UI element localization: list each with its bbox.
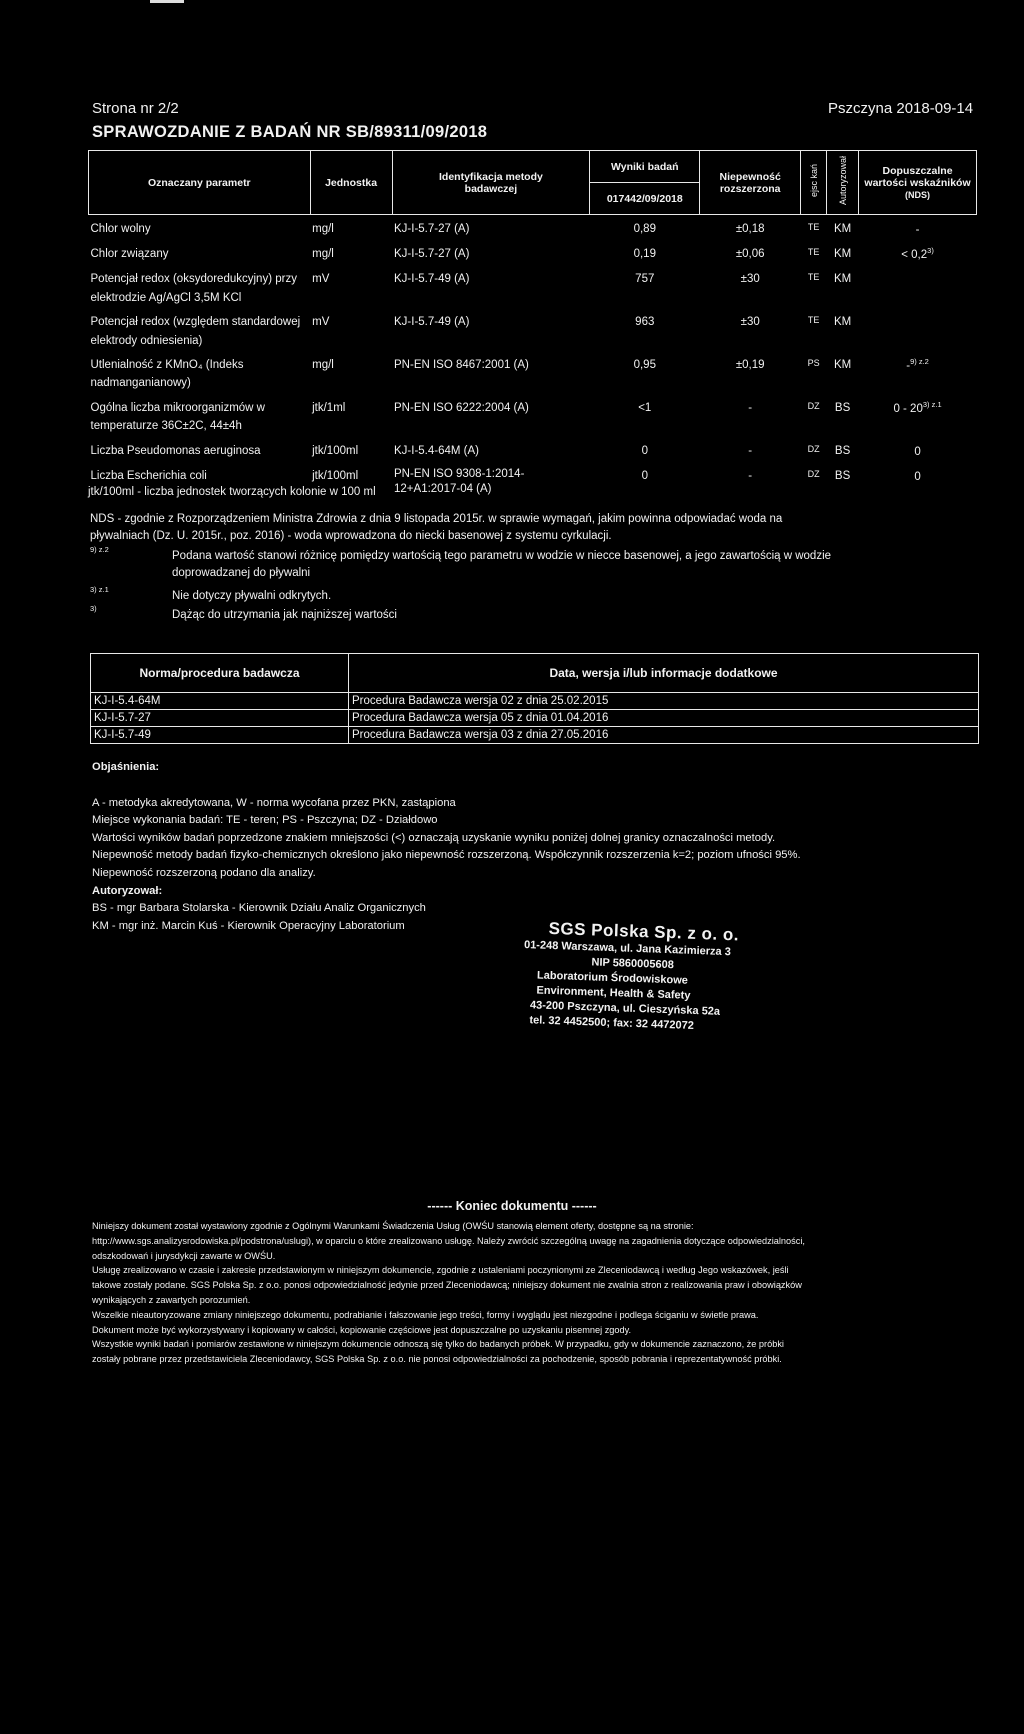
norms-header-info: Data, wersja i/lub informacje dodatkowe xyxy=(349,654,979,693)
explanations xyxy=(92,759,972,935)
authorized-heading: Autoryzował: xyxy=(92,884,163,897)
row-result: 0,95 xyxy=(633,359,656,371)
disclaimer-line: odszkodowań i jurysdykcji zawarte w OWŚU. xyxy=(92,1250,276,1261)
row-uncertainty: ±30 xyxy=(740,316,760,329)
row-auth: KM xyxy=(833,223,852,235)
report-title: SPRAWOZDANIE Z BADAŃ NR SB/89311/09/2018 xyxy=(92,123,488,141)
footnote-mark: 3) xyxy=(90,604,97,613)
disclaimer-line: Niniejszy dokument został wystawiony zgodnie z Ogólnymi Warunkami Świadczenia Usług (OWŚU stanowią element oferty, dostępne są na stronie: xyxy=(92,1221,694,1231)
disclaimer-line: Wszelkie nieautoryzowane zmiany niniejszego dokumentu, podrabianie i fałszowanie jego treści, formy i wyglądu jest niezgodne i podlega ściganiu w świetle prawa. xyxy=(92,1309,759,1320)
row-place: TE xyxy=(807,222,820,232)
footnote-mark: 3) z.1 xyxy=(90,585,109,594)
row-result: 0,89 xyxy=(633,223,656,235)
table-footnote: jtk/100ml - liczba jednostek tworzących kolonie w 100 ml xyxy=(88,486,376,498)
row-result: 0 xyxy=(641,444,648,457)
footnote-item xyxy=(90,547,880,587)
row-result: 757 xyxy=(635,273,655,286)
row-place: DZ xyxy=(807,443,820,454)
row-method: KJ-I-5.7-27 (A) xyxy=(394,248,470,261)
stamp-line: 01-248 Warszawa, ul. Jana Kazimierza 3 xyxy=(523,938,732,959)
stamp-line: Laboratorium Środowiskowe xyxy=(536,969,689,987)
header-place: ejsc kań xyxy=(801,151,827,215)
stamp-line: 43-200 Pszczyna, ul. Cieszyńska 52a xyxy=(529,999,721,1018)
disclaimer-line: takowe zostały podane. SGS Polska Sp. z o.o. ponosi odpowiedzialność jedynie przed Zleceniodawcą; niniejszy dokument nie zwalnia stron z realizowania praw i obowiązków xyxy=(92,1280,802,1291)
disclaimer-line: Wszystkie wyniki badań i pomiarów zestawione w niniejszym dokumencie odnoszą się tylko do badanych próbek. W przypadku, gdy w dokumencie zaznaczono, że próbki xyxy=(92,1339,784,1350)
table-row xyxy=(89,240,977,265)
row-parameter: Ogólna liczba mikroorganizmów w temperaturze 36C±2C, 44±4h xyxy=(90,401,265,433)
end-of-document: ------ Koniec dokumentu ------ xyxy=(427,1199,597,1213)
stamp-line: Environment, Health & Safety xyxy=(536,984,691,1002)
header-method: Identyfikacja metody badawczej xyxy=(392,151,590,215)
row-auth: KM xyxy=(833,248,852,261)
disclaimer-line: Usługę zrealizowano w czasie i zakresie przedstawionym w niniejszym dokumencie, zgodnie z ustaleniami poczynionymi ze Zleceniodawcą i według Jego wskazówek, jeśli xyxy=(92,1265,789,1276)
stamp-line: tel. 32 4452500; fax: 32 4472072 xyxy=(529,1014,695,1032)
row-uncertainty: - xyxy=(748,444,753,457)
header-uncertainty: Niepewność rozszerzona xyxy=(700,151,801,215)
table-row xyxy=(89,351,977,394)
row-unit: mg/l xyxy=(312,223,334,235)
table-row xyxy=(91,710,979,727)
row-limit: -$^{9) z.2}$ xyxy=(906,357,929,372)
row-auth: BS xyxy=(834,469,851,482)
row-limit xyxy=(859,265,977,308)
norm-code: KJ-I-5.7-27 xyxy=(91,710,349,727)
header-sample-number: 017442/09/2018 xyxy=(590,183,700,215)
header-parameter: Oznaczany parametr xyxy=(89,151,311,215)
norms-table xyxy=(90,653,979,744)
row-unit: mV xyxy=(312,316,330,329)
place-date: Pszczyna 2018-09-14 xyxy=(828,100,974,117)
authorized-line: KM - mgr inż. Marcin Kuś - Kierownik Operacyjny Laboratorium xyxy=(92,919,405,932)
header-results: Wyniki badań xyxy=(590,151,700,183)
row-unit: jtk/1ml xyxy=(312,401,346,414)
row-uncertainty: - xyxy=(748,469,753,482)
row-parameter: Potencjał redox (względem standardowej elektrody odniesienia) xyxy=(90,316,301,347)
footnote-mark: 9) z.2 xyxy=(90,545,109,554)
disclaimer xyxy=(92,1219,972,1367)
footnotes xyxy=(90,547,880,625)
row-auth: KM xyxy=(833,316,852,329)
disclaimer-line: zostały pobrane przez przedstawiciela Zleceniodawcy, SGS Polska Sp. z o.o. nie ponosi odpowiedzialności za pochodzenie, sposób pobrania i reprezentatywność próbki. xyxy=(92,1354,782,1365)
row-parameter: Chlor wolny xyxy=(90,223,151,235)
row-parameter: Chlor związany xyxy=(90,248,169,261)
table-row xyxy=(91,693,979,710)
footnote-text: Nie dotyczy pływalni odkrytych. xyxy=(172,590,332,602)
norm-info: Procedura Badawcza wersja 05 z dnia 01.04.2016 xyxy=(349,710,979,727)
stamp-line: NIP 5860005608 xyxy=(591,956,675,972)
row-uncertainty: ±0,06 xyxy=(735,248,765,261)
row-unit: jtk/100ml xyxy=(312,469,359,482)
table-row xyxy=(89,265,977,308)
row-unit: mg/l xyxy=(312,248,334,261)
row-uncertainty: ±30 xyxy=(740,273,760,286)
row-auth: BS xyxy=(834,444,851,457)
row-method: PN-EN ISO 9308-1:2014-12+A1:2017-04 (A) xyxy=(394,467,525,496)
row-parameter: Liczba Escherichia coli xyxy=(90,469,207,482)
row-auth: BS xyxy=(834,401,851,414)
row-uncertainty: ±0,19 xyxy=(735,359,765,371)
row-unit: mV xyxy=(312,273,330,286)
row-unit: mg/l xyxy=(312,359,334,371)
explanation-line: Miejsce wykonania badań: TE - teren; PS - Pszczyna; DZ - Działdowo xyxy=(92,814,438,827)
table-row xyxy=(89,215,977,241)
table-row xyxy=(89,308,977,351)
disclaimer-line: Dokument może być wykorzystywany i kopiowany w całości, kopiowanie częściowe jest dopuszczalne po uzyskaniu pisemnej zgody. xyxy=(92,1324,632,1335)
row-limit: < $0,2^{3)}$ xyxy=(901,246,934,262)
header-authorized: Autoryzował xyxy=(827,151,859,215)
row-method: KJ-I-5.4-64M (A) xyxy=(394,444,480,457)
footnote-item xyxy=(90,587,880,606)
disclaimer-line: wynikających z zawartych porozumień. xyxy=(92,1294,251,1305)
row-limit: 0 xyxy=(914,470,921,483)
header-limits: Dopuszczalne wartości wskaźników (NDS) xyxy=(859,151,977,215)
norm-code: KJ-I-5.4-64M xyxy=(91,693,349,710)
explanation-line: A - metodyka akredytowana, W - norma wycofana przez PKN, zastąpiona xyxy=(92,796,456,809)
footnote-text: Dążąc do utrzymania jak najniższej wartości xyxy=(172,609,397,621)
norms-header-norm: Norma/procedura badawcza xyxy=(91,654,349,693)
row-result: 963 xyxy=(635,316,655,329)
row-uncertainty: ±0,18 xyxy=(735,223,765,235)
row-place: PS xyxy=(807,358,820,368)
row-parameter: Potencjał redox (oksydoredukcyjny) przy elektrodzie Ag/AgCl 3,5M KCl xyxy=(90,273,297,304)
table-row xyxy=(91,727,979,744)
footnote-item xyxy=(90,606,880,625)
row-place: TE xyxy=(807,272,820,283)
row-place: TE xyxy=(807,315,820,326)
authorized-line: BS - mgr Barbara Stolarska - Kierownik Działu Analiz Organicznych xyxy=(92,902,426,915)
row-limit xyxy=(859,308,977,351)
row-limit: 0 xyxy=(914,445,921,458)
row-place: DZ xyxy=(807,400,820,411)
row-method: KJ-I-5.7-49 (A) xyxy=(394,273,470,286)
row-parameter: Liczba Pseudomonas aeruginosa xyxy=(90,444,261,457)
row-place: DZ xyxy=(807,468,820,479)
header-unit: Jednostka xyxy=(310,151,392,215)
row-unit: jtk/100ml xyxy=(312,444,359,457)
row-method: PN-EN ISO 8467:2001 (A) xyxy=(394,359,529,371)
row-result: 0,19 xyxy=(633,248,656,261)
row-auth: KM xyxy=(833,273,852,286)
norm-info: Procedura Badawcza wersja 03 z dnia 27.05.2016 xyxy=(349,727,979,744)
table-row xyxy=(89,437,977,462)
footnote-text: Podana wartość stanowi różnicę pomiędzy wartością tego parametru w wodzie w niecce basenowej, a jego zawartością w wodzie doprowadzanej do pływalni xyxy=(172,550,832,579)
nds-note: NDS - zgodnie z Rozporządzeniem Ministra Zdrowia z dnia 9 listopada 2015r. w sprawie wymagań, jakim powinna odpowiadać woda na pływalniach (Dz. U. 2015r., poz. 2016) - woda wprowadzona do niecki basenowej z systemu cyrkulacji. xyxy=(90,513,783,542)
company-stamp xyxy=(521,918,765,1036)
disclaimer-line: http://www.sgs.analizysrodowiska.pl/podstrona/uslugi), w oparciu o które zrealizowano usługę. Należy zwrócić szczególną uwagę na zagadnienia dotyczące odpowiedzialności, xyxy=(92,1235,805,1246)
explanations-heading: Objaśnienia: xyxy=(92,761,160,773)
stamp-company-name: SGS Polska Sp. z o. o. xyxy=(548,918,740,945)
row-parameter: Utlenialność z KMnO₄ (Indeks nadmanganianowy) xyxy=(90,359,244,390)
table-row xyxy=(89,394,977,437)
top-mark xyxy=(150,0,184,3)
row-result: 0 xyxy=(641,469,648,482)
page-number: Strona nr 2/2 xyxy=(92,100,179,117)
row-result: <1 xyxy=(638,401,652,414)
explanation-line: Niepewność metody badań fizyko-chemicznych określono jako niepewność rozszerzoną. Współczynnik rozszerzenia k=2; poziom ufności 95%. xyxy=(92,849,801,862)
row-method: KJ-I-5.7-49 (A) xyxy=(394,316,470,329)
row-limit: - xyxy=(915,223,920,236)
row-auth: KM xyxy=(833,359,852,371)
row-place: TE xyxy=(807,247,820,258)
explanation-line: Niepewność rozszerzoną podano dla analizy. xyxy=(92,866,316,879)
row-method: PN-EN ISO 6222:2004 (A) xyxy=(394,401,529,414)
results-table xyxy=(88,150,977,499)
norm-info: Procedura Badawcza wersja 02 z dnia 25.02.2015 xyxy=(349,693,979,710)
row-method: KJ-I-5.7-27 (A) xyxy=(394,223,470,235)
row-limit: $0 - 20^{3) z.1}$ xyxy=(893,399,942,415)
norm-code: KJ-I-5.7-49 xyxy=(91,727,349,744)
explanation-line: Wartości wyników badań poprzedzone znakiem mniejszości (<) oznaczają uzyskanie wyniku poniżej dolnej granicy oznaczalności metody. xyxy=(92,831,776,844)
row-uncertainty: - xyxy=(748,401,753,414)
